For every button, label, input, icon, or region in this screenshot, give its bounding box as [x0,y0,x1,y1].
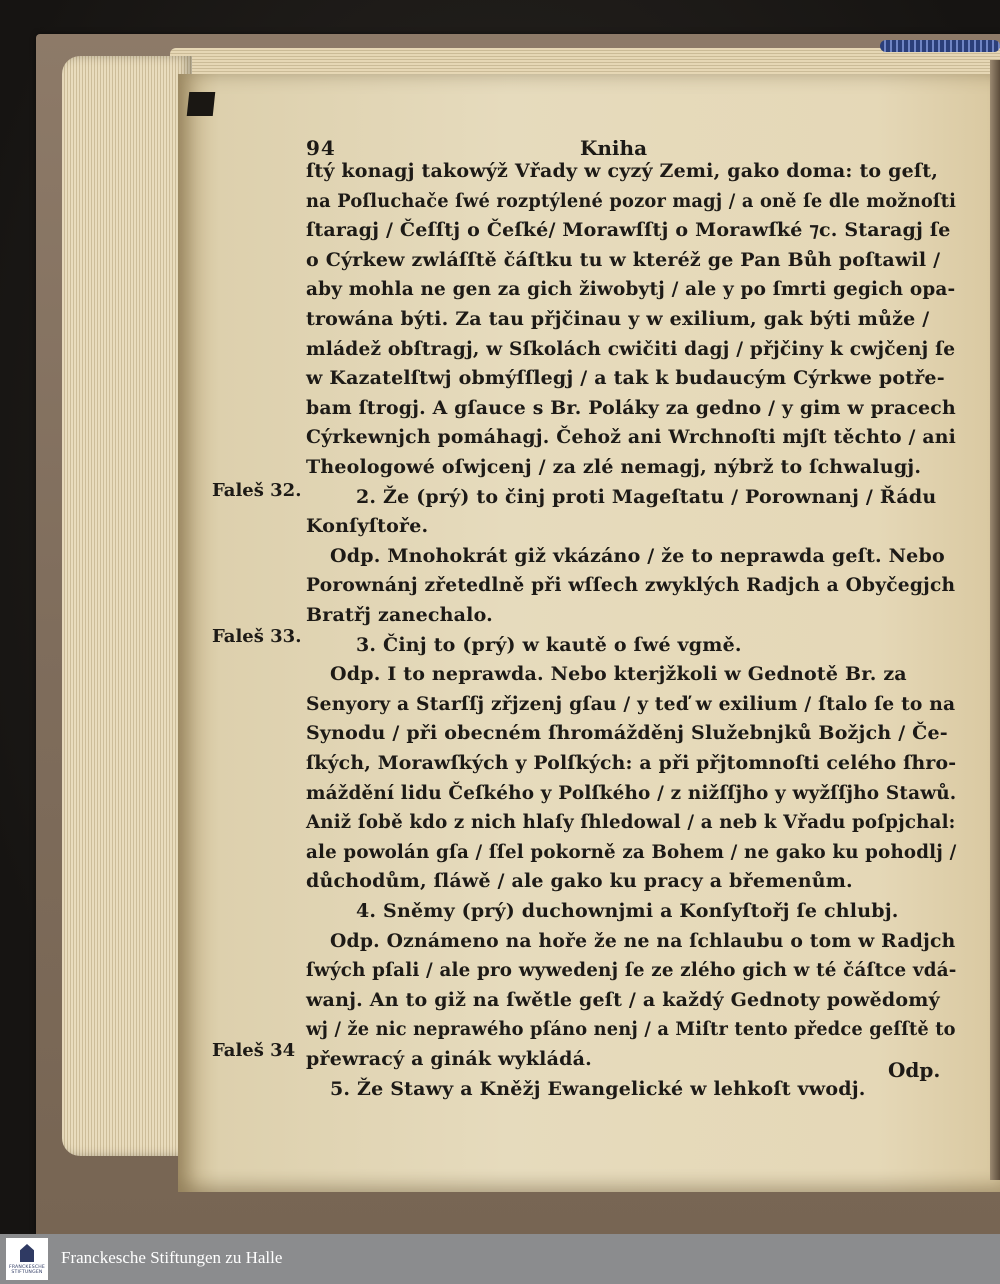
bookmark-ribbon [880,40,1000,52]
facing-page-edge [990,60,1000,1180]
text-line: důchodům, ſláwě / ale gako ku pracy a břemenům. [306,870,853,893]
text-line: w Kazatelſtwj obmýſſlegj / a tak k budaucým Cýrkwe potře- [306,367,945,390]
running-title: Kniha [580,136,648,160]
text-line: Cýrkewnjch pomáhagj. Čehož ani Wrchnoſti mjſt těchto / ani [306,426,957,449]
page-number: 94 [306,136,336,160]
text-line: ale powolán gſa / ſſel pokorně za Bohem / ne gako ku pohodlj / [306,840,957,863]
page-edges-top [170,48,1000,74]
text-line: 2. Že (prý) to činj proti Mageſtatu / Porownanj / Řádu [356,485,937,508]
text-line: ſtý konagj takowýž Vřady w cyzý Zemi, gako doma: to geſt, [306,160,939,182]
ink-stain [187,92,216,116]
text-line: 5. Že Stawy a Kněžj Ewangelické w lehkoſt vwodj. [330,1077,866,1100]
text-line: máždění lidu Čeſkého y Polſkého / z nižſſjho y wyžſſjho Stawů. [306,781,957,804]
text-line: Theologowé oſwjcenj / za zlé nemagj, nýbrž to ſchwalugj. [306,456,922,478]
page-edges-left [62,56,192,1156]
text-line: Odp. Mnohokrát giž vkázáno / že to neprawda geſt. Nebo [330,544,945,567]
text-line: Senyory a Starſſj zřjzenj gſau / y teď w exilium / ſtalo ſe to na [306,692,956,715]
text-line: Odp. I to neprawda. Nebo kterjžkoli w Gednotě Br. za [330,663,907,686]
margin-note: Faleš 34 [212,1040,296,1061]
text-line: aby mohla ne gen za gich žiwobytj / ale y po ſmrti gegich opa- [306,278,956,301]
institution-logo [6,1238,48,1280]
text-line: na Poſluchače ſwé rozptýlené pozor magj / a oně ſe dle možnoſti [306,189,957,212]
building-icon [20,1244,34,1262]
text-line: 3. Činj to (prý) w kautě o ſwé vgmě. [356,633,742,656]
text-line: Bratřj zanechalo. [306,604,493,626]
text-line: ſtaragj / Čeſſtj o Čeſké/ Morawſſtj o Morawſké ⁊c. Staragj ſe [306,219,951,242]
text-line: mládež obſtragj, w Sſkolách cwičiti dagj / přjčiny k cwjčenj ſe [306,337,956,360]
text-line: bam ſtrogj. A gſauce s Br. Poláky za gedno / y gim w pracech [306,396,956,419]
text-line: wj / že nic neprawého pſáno nenj / a Miſtr tento předce geſſtě to [306,1018,956,1041]
logo-text: FRANCKESCHE STIFTUNGEN [8,1265,46,1275]
text-line: Odp. Oznámeno na hoře že ne na ſchlaubu o tom w Radjch [330,929,956,952]
text-line: Porownánj zřetedlně při wſſech zwyklých Radjch a Obyčegjch [306,574,956,597]
margin-note: Faleš 32. [212,480,302,501]
text-line: o Cýrkew zwláſſtě čáſtku tu w kteréž ge Pan Bůh poſtawil / [306,248,941,271]
text-line: wanj. An to giž na ſwětle geſt / a každý Gednoty powědomý [306,988,940,1011]
text-line: Aniž ſobě kdo z nich hlaſy ſhledowal / a neb k Vřadu poſpjchal: [306,811,956,834]
text-line: ſwých pſali / ale pro wywedenj ſe ze zlého gich w té čáſtce vdá- [306,959,957,982]
text-line: Konſyſtoře. [306,515,429,538]
institution-name: Franckesche Stiftungen zu Halle [61,1248,283,1267]
text-line: ſkých, Morawſkých y Polſkých: a při přjtomnoſti celého ſhro- [306,752,957,774]
text-line: Synodu / při obecném ſhromážděnj Služebnjků Božjch / Če- [306,722,948,745]
catchword: Odp. [888,1058,941,1082]
margin-note: Faleš 33. [212,626,302,647]
text-line: přewracý a ginák wykládá. [306,1048,592,1070]
text-line: 4. Sněmy (prý) duchownjmi a Konſyſtořj ſe chlubj. [356,900,899,922]
text-line: trowána býti. Za tau přjčinau y w exilium, gak býti může / [306,308,930,330]
